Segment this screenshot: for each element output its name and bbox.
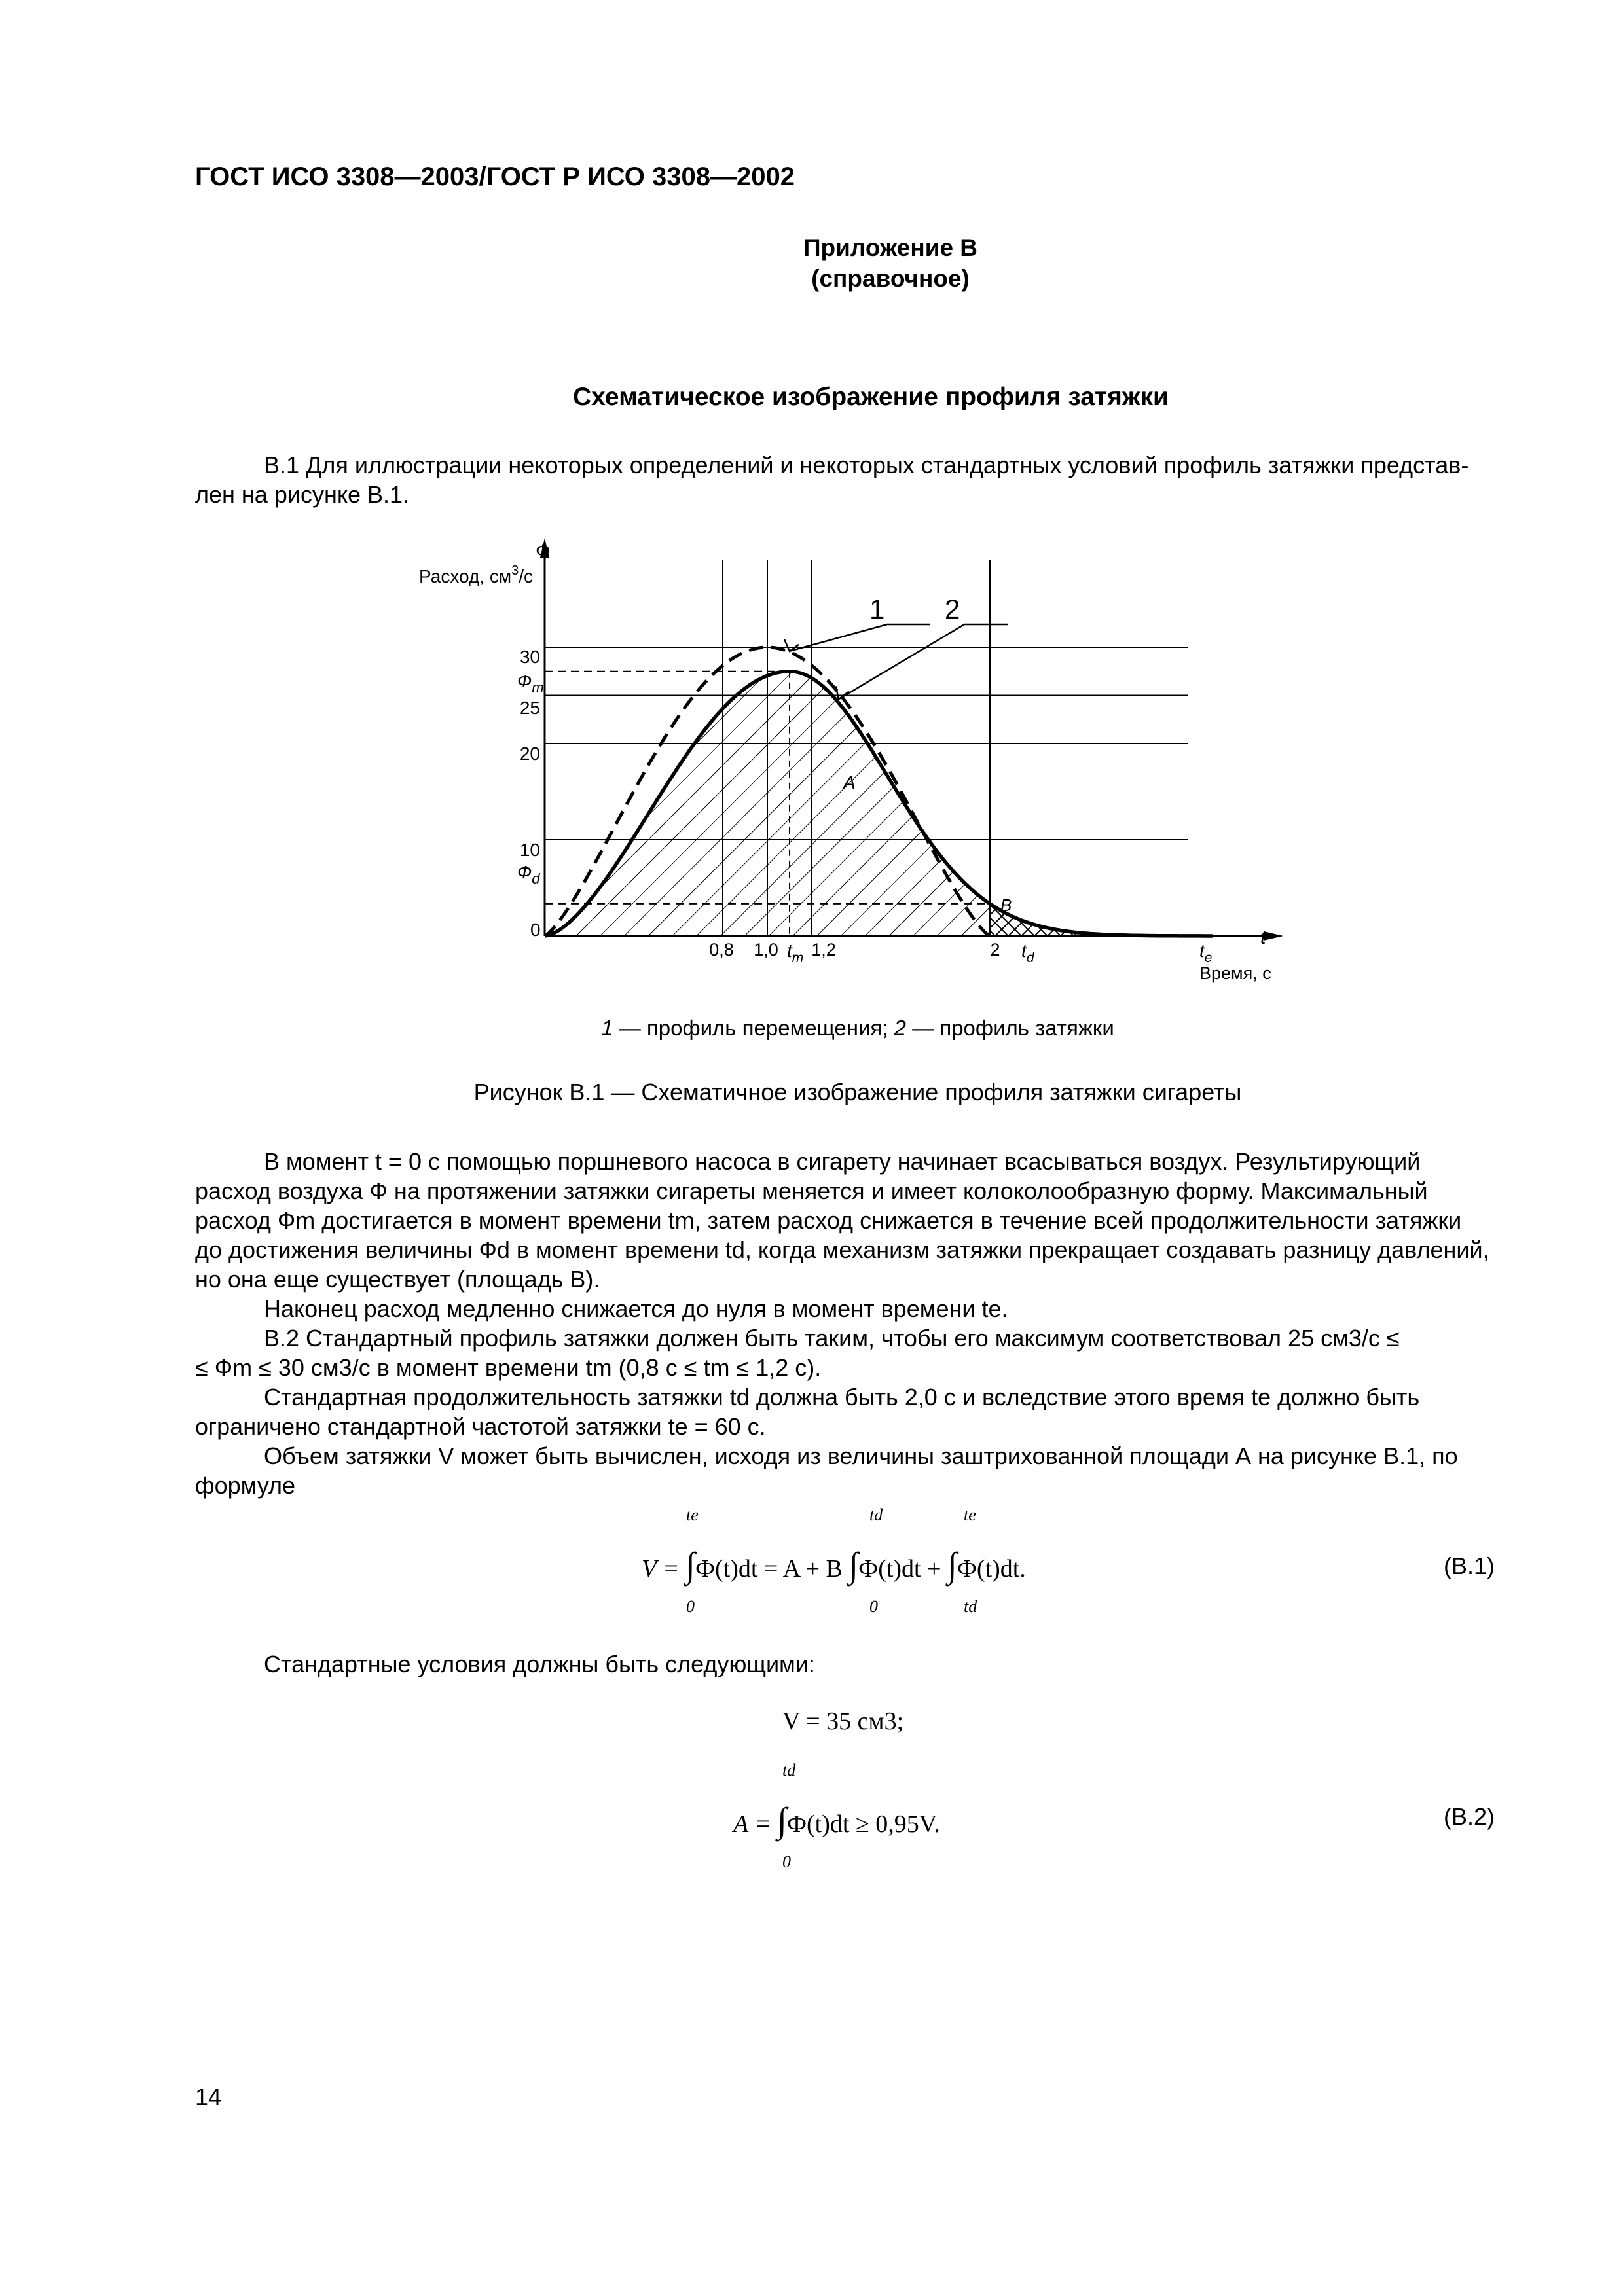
equation-b2-body: A = ∫Ф(t)dt ≥ 0,95V. bbox=[733, 1801, 940, 1840]
x-tick-1-2: 1,2 bbox=[811, 940, 836, 960]
equation-b1-number: (В.1) bbox=[1444, 1552, 1495, 1579]
integral-1-lower-limit: 0 bbox=[686, 1597, 695, 1616]
integral-2-lower-limit: 0 bbox=[869, 1597, 878, 1616]
x-axis-label: Время, с bbox=[1199, 963, 1271, 983]
integral-3-upper-limit: te bbox=[964, 1505, 976, 1524]
area-b-label: B bbox=[1000, 895, 1012, 915]
origin-label: 0 bbox=[530, 920, 541, 940]
td-label: $t_d$ bbox=[1021, 941, 1034, 965]
para-1-line-2: расход воздуха Ф на протяжении затяжки сигареты меняется и имеет колоколообразную форму. Максимальный bbox=[195, 1177, 1428, 1204]
integral-b2-upper-limit: td bbox=[782, 1761, 796, 1780]
curve-2-leader-arrow bbox=[836, 686, 849, 699]
puff-profile-figure bbox=[393, 517, 1322, 1008]
figure-caption: Рисунок В.1 — Схематичное изображение профиля затяжки сигареты bbox=[473, 1079, 1242, 1105]
para-1-line-4: до достижения величины Фd в момент времени td, когда механизм затяжки прекращает создавать разницу давлений, bbox=[195, 1236, 1489, 1263]
integral-2-upper-limit: td bbox=[869, 1505, 883, 1524]
curve-2-label: 2 bbox=[945, 594, 960, 624]
figure-legend: 1 — профиль перемещения; 2 — профиль затяжки bbox=[601, 1016, 1114, 1040]
equation-b2 bbox=[733, 1761, 1048, 1878]
y-axis-label: Расход, $см^3/с$ bbox=[419, 564, 534, 586]
para-3-line-2: ≤ Фm ≤ 30 см3/с в момент времени tm (0,8 с ≤ tm ≤ 1,2 с). bbox=[195, 1354, 822, 1381]
para-2: Наконец расход медленно снижается до нуля в момент времени te. bbox=[264, 1295, 1008, 1322]
x-tick-0-8: 0,8 bbox=[709, 940, 734, 960]
integral-1-upper-limit: te bbox=[686, 1505, 699, 1524]
equation-b1-body: V = ∫Ф(t)dt = A + B ∫Ф(t)dt + ∫Ф(t)dt. bbox=[642, 1545, 1026, 1585]
para-5-line-1: Объем затяжки V может быть вычислен, исходя из величины заштрихованной площади А на рисунке В.1, по bbox=[264, 1443, 1458, 1469]
y-tick-20: 20 bbox=[519, 744, 540, 764]
x-tick-1-0: 1,0 bbox=[754, 940, 778, 960]
t-axis-label: t bbox=[1260, 927, 1266, 948]
para-3-line-1: В.2 Стандартный профиль затяжки должен быть таким, чтобы его максимум соответствовал 25 см3/с ≤ bbox=[264, 1325, 1400, 1352]
para-6: Стандартные условия должны быть следующими: bbox=[264, 1651, 815, 1677]
para-5-line-2: формуле bbox=[195, 1472, 296, 1499]
para-4-line-1: Стандартная продолжительность затяжки td должна быть 2,0 с и вследствие этого время te должно быть bbox=[264, 1384, 1420, 1410]
x-tick-2: 2 bbox=[990, 940, 1000, 960]
tm-label: $t_m$ bbox=[787, 941, 804, 965]
y-tick-10: 10 bbox=[519, 840, 540, 860]
x-axis-arrow bbox=[1264, 931, 1283, 941]
y-axis-symbol: Ф bbox=[536, 541, 551, 562]
integral-3-lower-limit: td bbox=[964, 1597, 977, 1616]
phi-m-label: $Ф_m$ bbox=[517, 671, 544, 696]
intro-line-2: лен на рисунке В.1. bbox=[195, 481, 410, 508]
para-1-line-1: В момент t = 0 с помощью поршневого насоса в сигарету начинает всасываться воздух. Результирующий bbox=[264, 1148, 1421, 1175]
curve-2-leader bbox=[839, 624, 1008, 699]
te-label: $t_e$ bbox=[1199, 941, 1213, 965]
y-tick-25: 25 bbox=[519, 698, 540, 718]
equation-b2-number: (В.2) bbox=[1444, 1803, 1495, 1830]
chart-drawing bbox=[540, 538, 1283, 941]
curve-1-label: 1 bbox=[869, 594, 885, 624]
document-header: ГОСТ ИСО 3308—2003/ГОСТ Р ИСО 3308—2002 bbox=[195, 162, 795, 191]
intro-line-1: В.1 Для иллюстрации некоторых определений и некоторых стандартных условий профиль затяжки представ- bbox=[264, 452, 1469, 478]
volume-condition: V = 35 см3; bbox=[782, 1708, 904, 1735]
integral-b2-lower-limit: 0 bbox=[782, 1852, 791, 1871]
section-title: Схематическое изображение профиля затяжки bbox=[573, 383, 1169, 411]
para-1-line-5: но она еще существует (площадь В). bbox=[195, 1266, 600, 1293]
para-4-line-2: ограничено стандартной частотой затяжки te = 60 с. bbox=[195, 1413, 766, 1440]
equation-b1 bbox=[642, 1505, 1139, 1623]
para-1-line-3: расход Фm достигается в момент времени tm, затем расход снижается в течение всей продолжительности затяжки bbox=[195, 1207, 1462, 1234]
appendix-title: Приложение В bbox=[803, 234, 978, 261]
page-number: 14 bbox=[195, 2083, 222, 2110]
y-tick-30: 30 bbox=[519, 647, 540, 667]
area-a-label: A bbox=[843, 772, 856, 793]
appendix-note: (справочное) bbox=[811, 265, 970, 292]
phi-d-label: $Ф_d$ bbox=[517, 862, 540, 887]
